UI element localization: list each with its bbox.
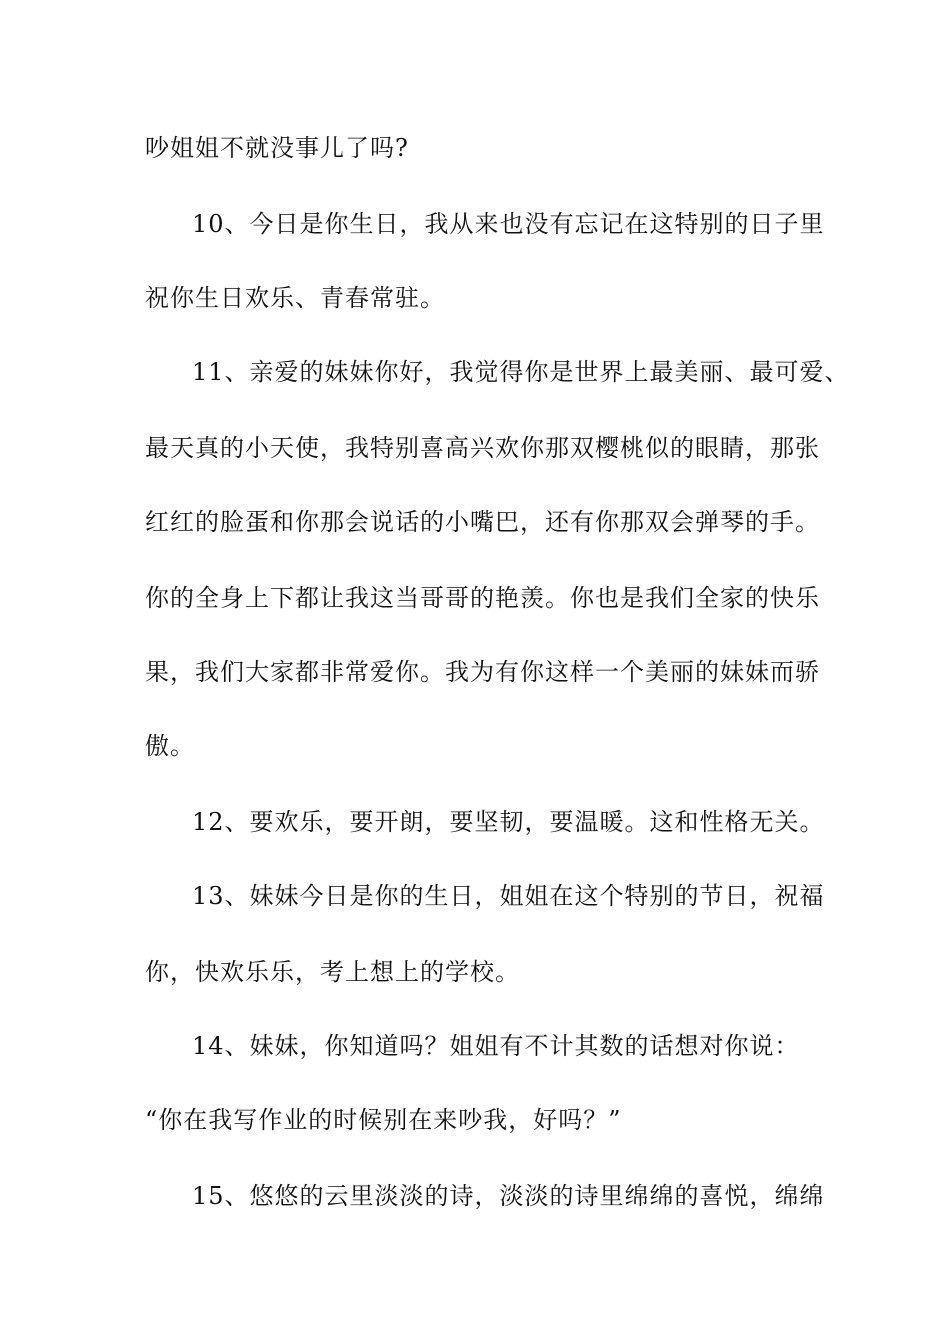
- paragraph-11-line-1: 11、亲爱的妹妹你好，我觉得你是世界上最美丽、最可爱、: [192, 358, 850, 386]
- text-line: 吵姐姐不就没事儿了吗?: [145, 134, 409, 162]
- paragraph-13-line-2: 你，快欢乐乐，考上想上的学校。: [145, 958, 520, 986]
- paragraph-11-line-2: 最天真的小天使，我特别喜高兴欢你那双樱桃似的眼睛，那张: [145, 434, 820, 462]
- paragraph-10-line-1: 10、今日是你生日，我从来也没有忘记在这特别的日子里: [192, 210, 825, 238]
- paragraph-11-line-3: 红红的脸蛋和你那会说话的小嘴巴，还有你那双会弹琴的手。: [145, 508, 820, 536]
- paragraph-11-line-6: 傲。: [145, 732, 195, 760]
- paragraph-11-line-4: 你的全身上下都让我这当哥哥的艳羡。你也是我们全家的快乐: [145, 584, 820, 612]
- paragraph-13-line-1: 13、妹妹今日是你的生日，姐姐在这个特别的节日，祝福: [192, 882, 825, 910]
- paragraph-14-line-1: 14、妹妹，你知道吗？姐姐有不计其数的话想对你说：: [192, 1032, 800, 1060]
- paragraph-12-line-1: 12、要欢乐，要开朗，要坚韧，要温暖。这和性格无关。: [192, 808, 825, 836]
- paragraph-15-line-1: 15、悠悠的云里淡淡的诗，淡淡的诗里绵绵的喜悦，绵绵: [192, 1182, 825, 1210]
- paragraph-14-line-2: “你在我写作业的时候别在来吵我，好吗？”: [145, 1106, 622, 1134]
- paragraph-10-line-2: 祝你生日欢乐、青春常驻。: [145, 284, 445, 312]
- paragraph-11-line-5: 果，我们大家都非常爱你。我为有你这样一个美丽的妹妹而骄: [145, 658, 820, 686]
